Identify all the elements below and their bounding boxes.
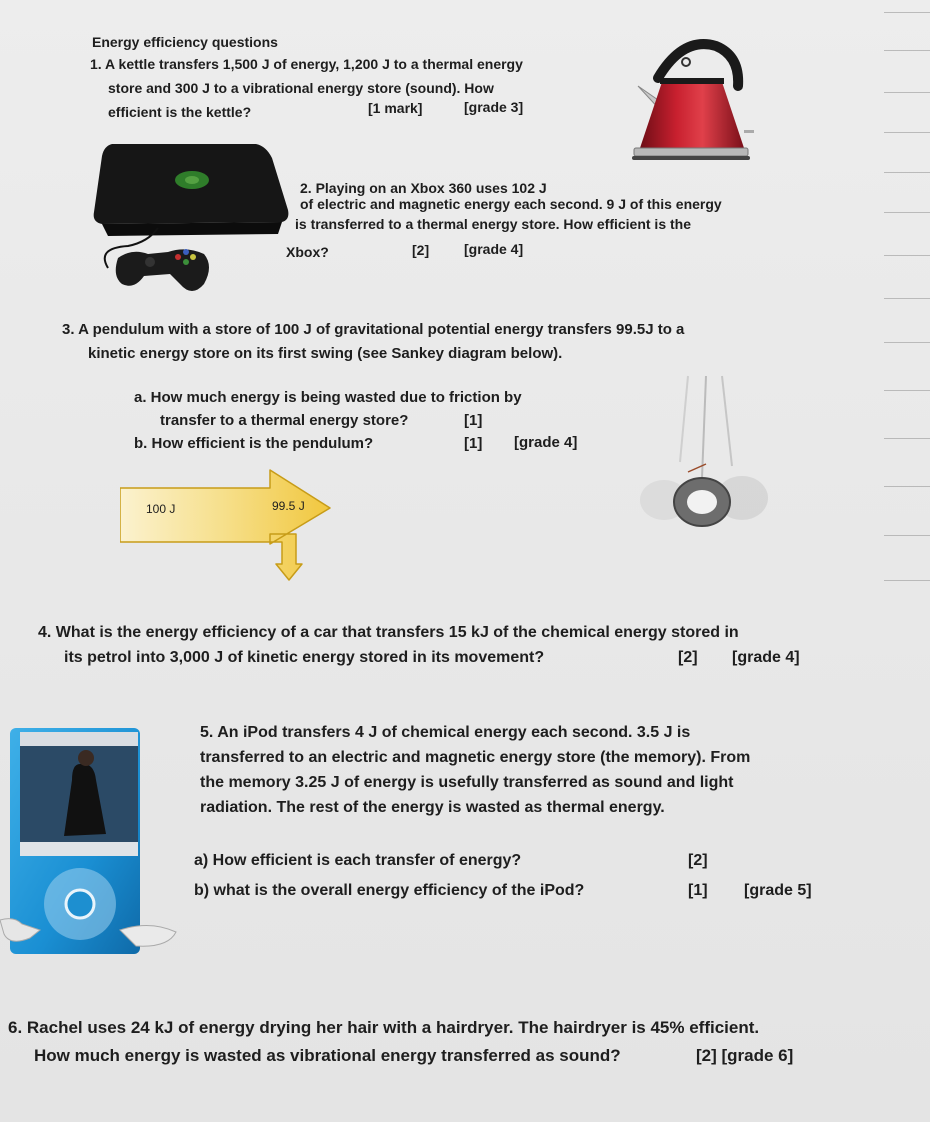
q4-line-2: its petrol into 3,000 J of kinetic energy stored in its movement? (64, 649, 545, 666)
q6-line-1: 6. Rachel uses 24 kJ of energy drying her hair with a hairdryer. The hairdryer is 45% efficient. (8, 1018, 760, 1037)
sankey-input-label: 100 J (146, 502, 176, 516)
q3a-line-2: transfer to a thermal energy store? (160, 412, 409, 429)
page-title: Energy efficiency questions (92, 34, 278, 50)
q2-grade: [grade 4] (464, 241, 524, 257)
q1-line-3: efficient is the kettle? (108, 104, 252, 120)
q5a-text: a) How efficient is each transfer of energy? (194, 852, 522, 869)
q5-line-2: transferred to an electric and magnetic energy store (the memory). From (200, 749, 751, 766)
q3a-line-1: a. How much energy is being wasted due to friction by (134, 389, 522, 406)
q4-line-1: 4. What is the energy efficiency of a car that transfers 15 kJ of the chemical energy stored in (38, 624, 739, 641)
q5a-marks: [2] (688, 852, 708, 869)
q2-line-2: of electric and magnetic energy each second. 9 J of this energy (300, 196, 722, 212)
q5-line-3: the memory 3.25 J of energy is usefully transferred as sound and light (200, 774, 734, 791)
pendulum-illustration (636, 372, 776, 532)
q2-marks: [2] (412, 242, 430, 258)
q3a-marks: [1] (464, 412, 483, 429)
q4-grade: [grade 4] (732, 649, 800, 666)
q3b-text: b. How efficient is the pendulum? (134, 435, 374, 452)
q1-line-2: store and 300 J to a vibrational energy store (sound). How (108, 80, 494, 96)
q5b-marks: [1] (688, 882, 708, 899)
q6-line-2: How much energy is wasted as vibrational energy transferred as sound? (34, 1046, 621, 1065)
q5b-text: b) what is the overall energy efficiency of the iPod? (194, 882, 585, 899)
q2-line-4: Xbox? (286, 244, 329, 260)
ipod-illustration (0, 724, 180, 960)
q5-line-1: 5. An iPod transfers 4 J of chemical energy each second. 3.5 J is (200, 724, 691, 741)
q1-grade: [grade 3] (464, 99, 524, 115)
q2-line-1: 2. Playing on an Xbox 360 uses 102 J (300, 180, 547, 196)
q1-marks: [1 mark] (368, 100, 423, 116)
q4-marks: [2] (678, 649, 698, 666)
q2-line-3: is transferred to a thermal energy store. How efficient is the (295, 216, 691, 232)
q3b-marks: [1] (464, 435, 483, 452)
kettle-illustration (618, 38, 786, 168)
q6-marks-grade: [2] [grade 6] (696, 1046, 794, 1065)
q3-line-1: 3. A pendulum with a store of 100 J of gravitational potential energy transfers 99.5J to a (62, 321, 685, 338)
q3-line-2: kinetic energy store on its first swing (see Sankey diagram below). (88, 345, 563, 362)
sankey-output-label: 99.5 J (272, 499, 305, 513)
xbox-console-illustration (88, 138, 298, 304)
q1-line-1: 1. A kettle transfers 1,500 J of energy, 1,200 J to a thermal energy (90, 56, 523, 72)
q3-grade: [grade 4] (514, 434, 578, 451)
sankey-diagram (120, 466, 350, 586)
q5-line-4: radiation. The rest of the energy is wasted as thermal energy. (200, 799, 665, 816)
q5-grade: [grade 5] (744, 882, 812, 899)
